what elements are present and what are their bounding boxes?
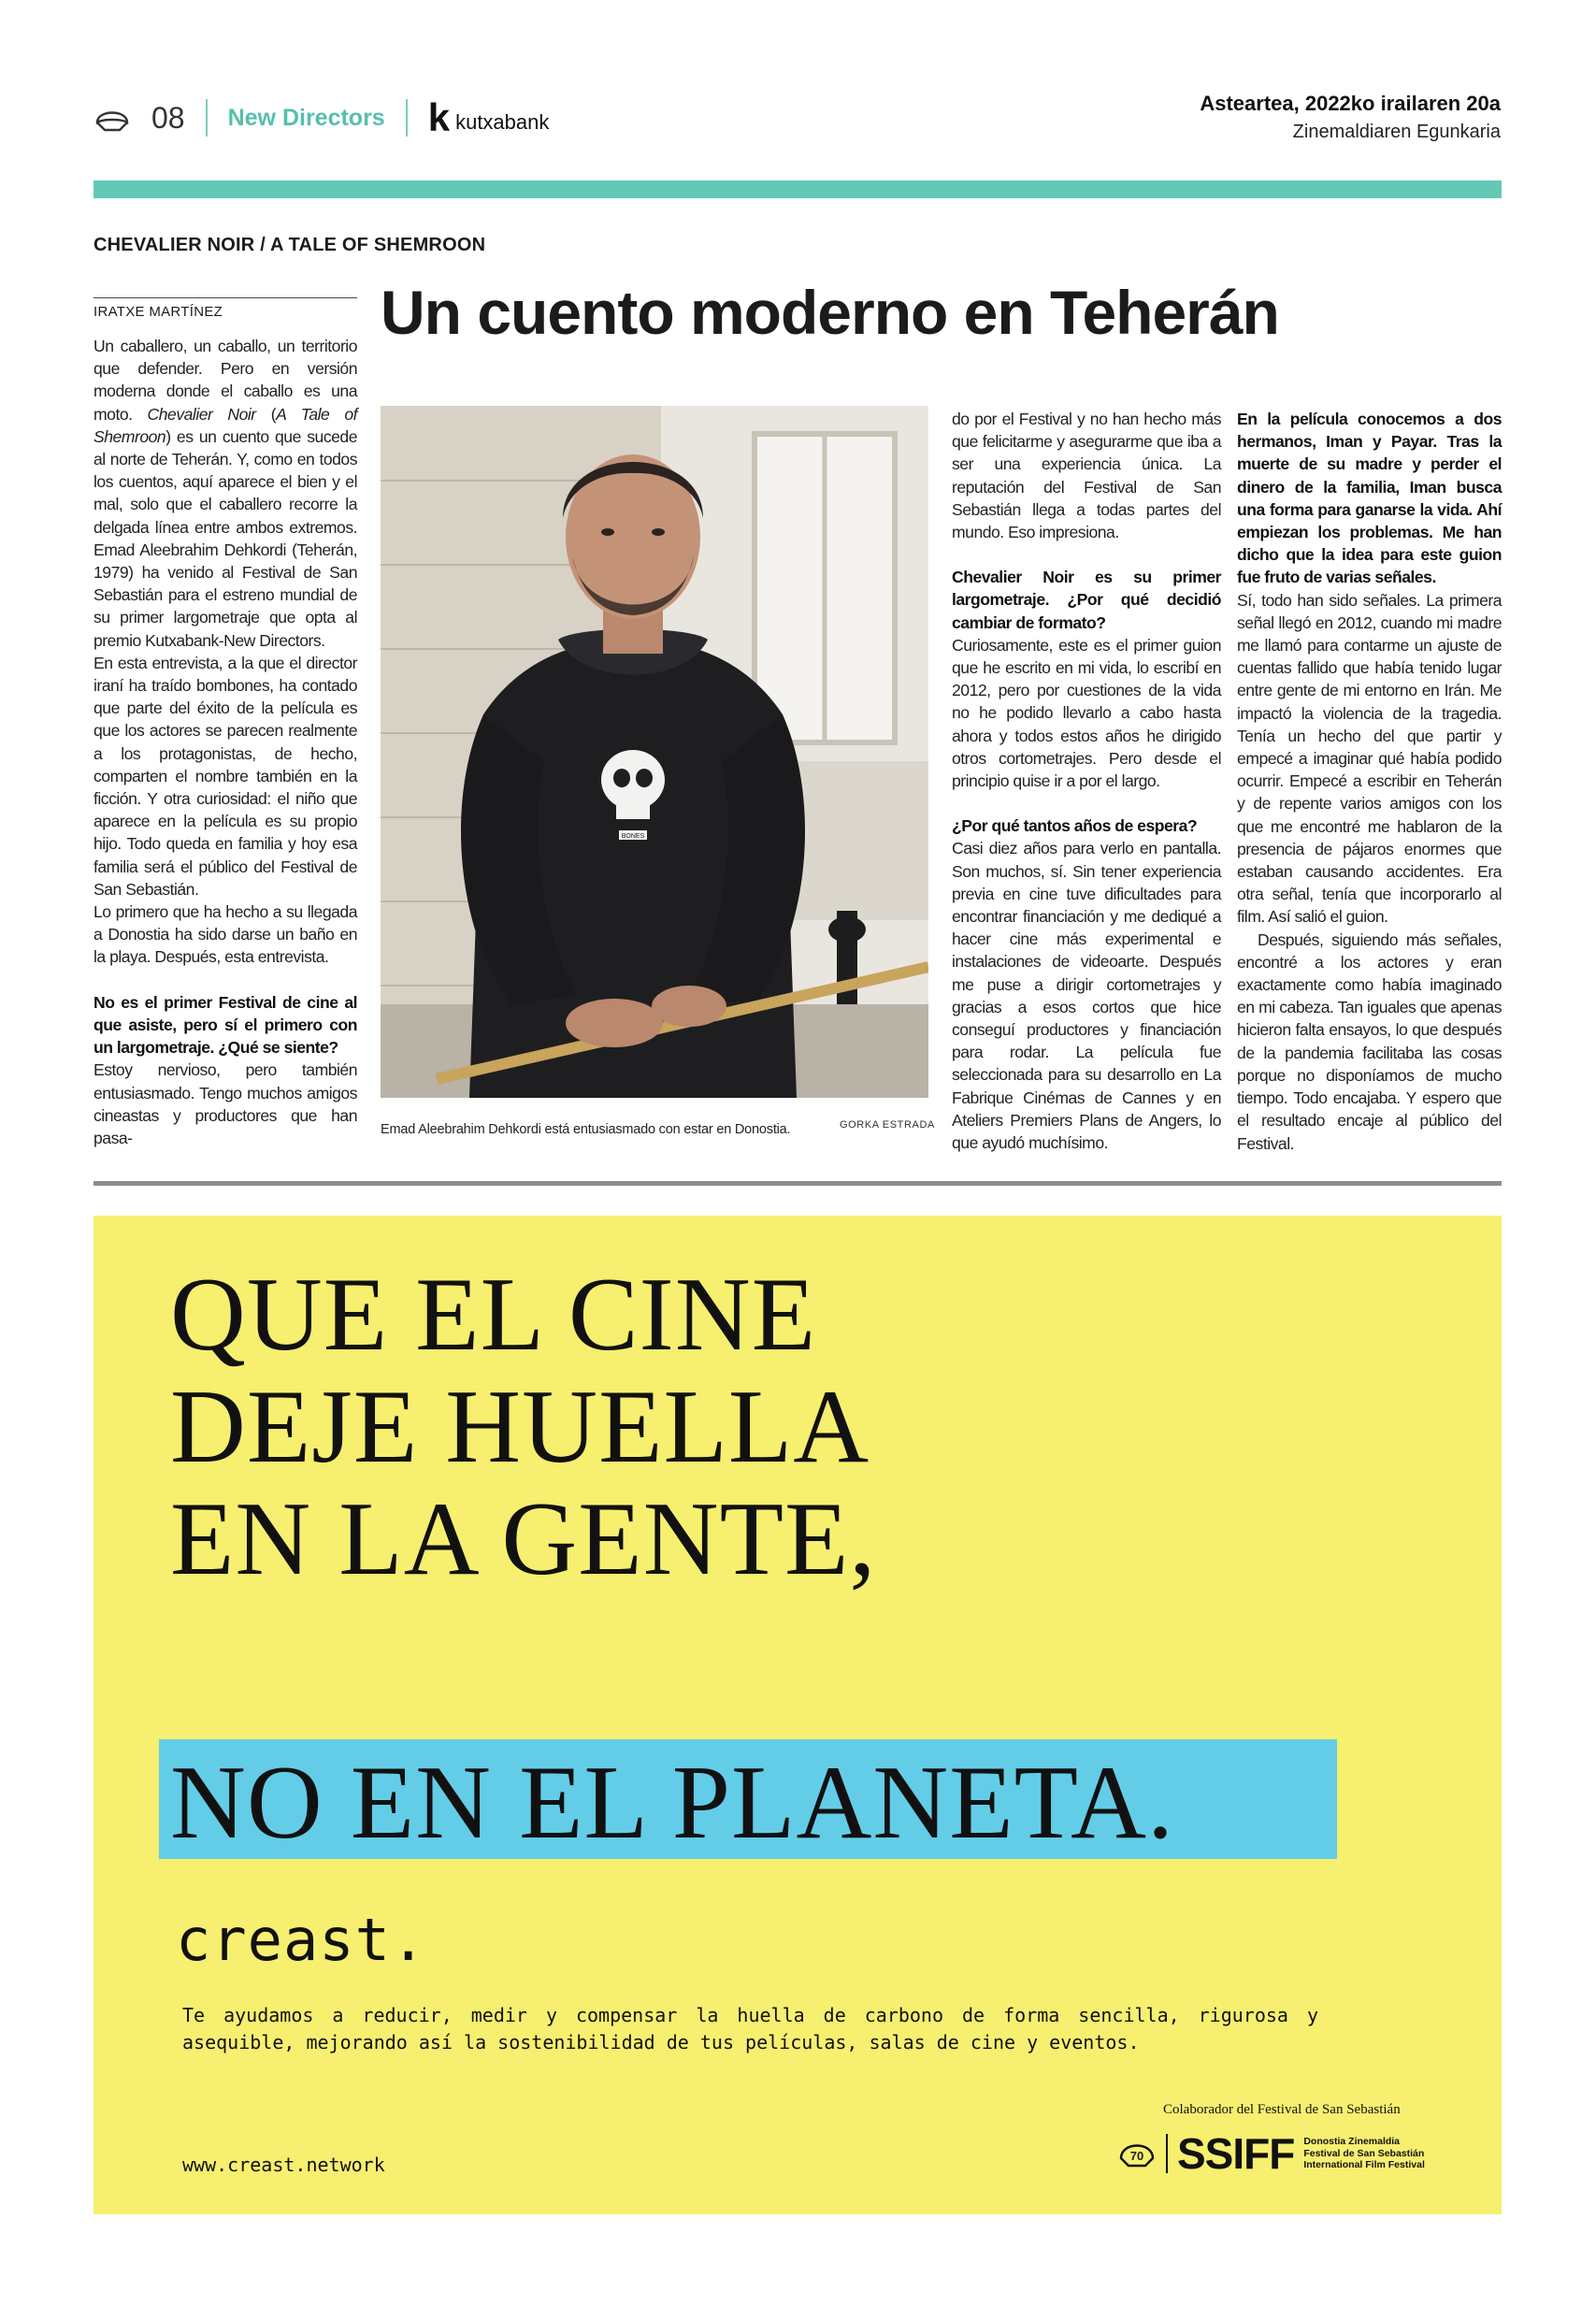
interview-question: Chevalier Noir es su primer largometraje. ¿Por qué decidió cambiar de formato? — [952, 568, 1221, 632]
article-kicker: CHEVALIER NOIR / A TALE OF SHEMROON — [93, 235, 486, 255]
page-number: 08 — [151, 100, 185, 135]
ad-url: www.creast.network — [182, 2154, 385, 2176]
interview-answer: Estoy nervioso, pero también entusiasmado. Tengo muchos amigos cineastas y productores que han pasa- — [93, 1060, 357, 1147]
ad-slogan-line-3: EN LA GENTE, — [170, 1481, 877, 1597]
interview-answer: Después, siguiendo más señales, encontré a los actores y eran exactamente como había imaginado en mi cabeza. Tan iguales que apenas hicieron falta ensayos, lo que después de la pandemia facilitaba las cosas porque no disponíamos de mucho tiempo. Todo encajaba. Y espero que el resultado encaje al público del Festival. — [1237, 929, 1502, 1153]
interview-answer: do por el Festival y no han hecho más que felicitarme y asegurarme que iba a ser una experiencia única. La reputación del Festival de San Sebastián llega a todas partes del mundo. Eso impresiona. — [952, 410, 1221, 542]
header-divider — [206, 99, 208, 137]
page-header-right — [1200, 92, 1501, 143]
interview-question: En la película conocemos a dos hermanos, Iman y Payar. Tras la muerte de su madre y perder el dinero de la familia, Iman busca una forma para ganarse la vida. Ahí empiezan los problemas. Me han dicho que la idea para este guion fue fruto de varias señales. — [1237, 410, 1502, 587]
festival-collaborator-label: Colaborador del Festival de San Sebastián — [1163, 2102, 1401, 2117]
article-photo — [381, 406, 928, 1098]
ad-slogan-line-4: NO EN EL PLANETA. — [170, 1745, 1174, 1861]
interview-answer: Curiosamente, este es el primer guion que he escrito en mi vida, lo escribí en 2012, pero por cuestiones de la vida no he podido llevarlo a cabo hasta ahora y todos estos años he dirigido otros cortometrajes. Pero desde el principio quise ir a por el largo. — [952, 635, 1221, 791]
interview-question: No es el primer Festival de cine al que asiste, pero sí el primero con un largometraje. ¿Qué se siente? — [93, 992, 357, 1058]
interview-question: ¿Por qué tantos años de espera? — [952, 816, 1198, 836]
page-header-left — [93, 97, 549, 138]
interview-answer: Sí, todo han sido señales. La primera señal llegó en 2012, cuando mi madre me llamó para contarme un ajuste de cuentas fallido que había tenido lugar entre gente de mi entorno en Irán. Me impactó la violencia de la tragedia. Tenía un hecho del que partir y empecé a imaginar qué había podido ocurrir. Empecé a escribir en Teherán y de repente varios amigos con los que me encontré me hablaron de la presencia de pájaros enormes que estaban causando accidentes. Era otra señal, tenía que incorporarlo al film. Así salió el guion. — [1237, 590, 1502, 927]
article-column-1 — [93, 335, 357, 1149]
photo-credit: GORKA ESTRADA — [840, 1119, 935, 1131]
article-column-3 — [952, 408, 1221, 1154]
header-rule — [93, 180, 1502, 198]
ssiff-70-badge-icon: 70 — [1117, 2134, 1157, 2173]
intro-paragraph: Un caballero, un caballo, un territorio que defender. Pero en versión moderna donde el caballo es una moto. Chevalier Noir (A Tale of Shemroon) es un cuento que sucede al norte de Teherán. Y, como en todos los cuentos, aquí aparece el bien y el mal, solo que el caballero recorre la delgada línea entre ambos extremos. Emad Aleebrahim Dehkordi (Teherán, 1979) ha venido al Festival de San Sebastián para el estreno mundial de su primer largometraje que opta al premio Kutxabank-New Directors. — [93, 337, 358, 650]
article-author: IRATXE MARTÍNEZ — [93, 304, 223, 320]
ad-slogan-line-2: DEJE HUELLA — [170, 1369, 870, 1485]
header-divider — [406, 99, 408, 137]
creast-advertisement — [93, 1216, 1502, 2214]
article-headline: Un cuento moderno en Teherán — [381, 278, 1279, 347]
body-paragraph: Lo primero que ha hecho a su llegada a Donostia ha sido darse un baño en la playa. Después, esta entrevista. — [93, 902, 357, 967]
publication-name: Zinemaldiaren Egunkaria — [1292, 122, 1501, 142]
festival-shell-icon — [93, 102, 131, 134]
ssiff-logo — [1117, 2128, 1425, 2179]
interview-answer: Casi diez años para verlo en pantalla. Son muchos, sí. Sin tener experiencia previa en cine tuve dificultades para encontrar financiación y me dediqué a hacer cine más experimental e instalaciones de videoarte. Después me puse a dirigir cortometrajes y gracias a esos cortos que hice conseguí productores y financiación para rodar. La película fue seleccionada para su desarrollo en La Fabrique Cinémas de Cannes y en Ateliers Premiers Plans de Angers, lo que ayudó muchísimo. — [952, 839, 1221, 1153]
article-column-4 — [1237, 408, 1502, 1155]
sponsor-name: kutxabank — [455, 110, 550, 134]
ssiff-festival-names: Donostia Zinemaldia Festival de San Sebastián International Film Festival — [1303, 2136, 1425, 2171]
author-rule — [93, 297, 357, 298]
ssiff-wordmark: SSIFF — [1177, 2129, 1295, 2178]
kutxabank-logo-icon: k — [427, 95, 451, 139]
ad-body-text: Te ayudamos a reducir, medir y compensar la huella de carbono de forma sencilla, rigurosa y asequible, mejorando así la sostenibilidad de tus películas, salas de cine y eventos. — [182, 2004, 1318, 2053]
section-name: New Directors — [227, 104, 385, 131]
body-paragraph: En esta entrevista, a la que el director iraní ha traído bombones, ha contado que parte del éxito de la película es que los actores se parecen realmente a los protagonistas, de hecho, comparten el nombre también en la ficción. Y otra curiosidad: el niño que aparece en la película es su propio hijo. Todo queda en familia y hoy esa familia será el público del Festival de San Sebastián. — [93, 653, 357, 899]
shirt-print-text: BONES — [621, 833, 645, 840]
ad-slogan-line-1: QUE EL CINE — [170, 1257, 817, 1373]
article-bottom-rule — [93, 1181, 1502, 1186]
creast-logo: creast. — [176, 1906, 427, 1974]
photo-caption: Emad Aleebrahim Dehkordi está entusiasmado con estar en Donostia. — [381, 1122, 791, 1137]
issue-date: Asteartea, 2022ko irailaren 20a — [1200, 92, 1501, 115]
